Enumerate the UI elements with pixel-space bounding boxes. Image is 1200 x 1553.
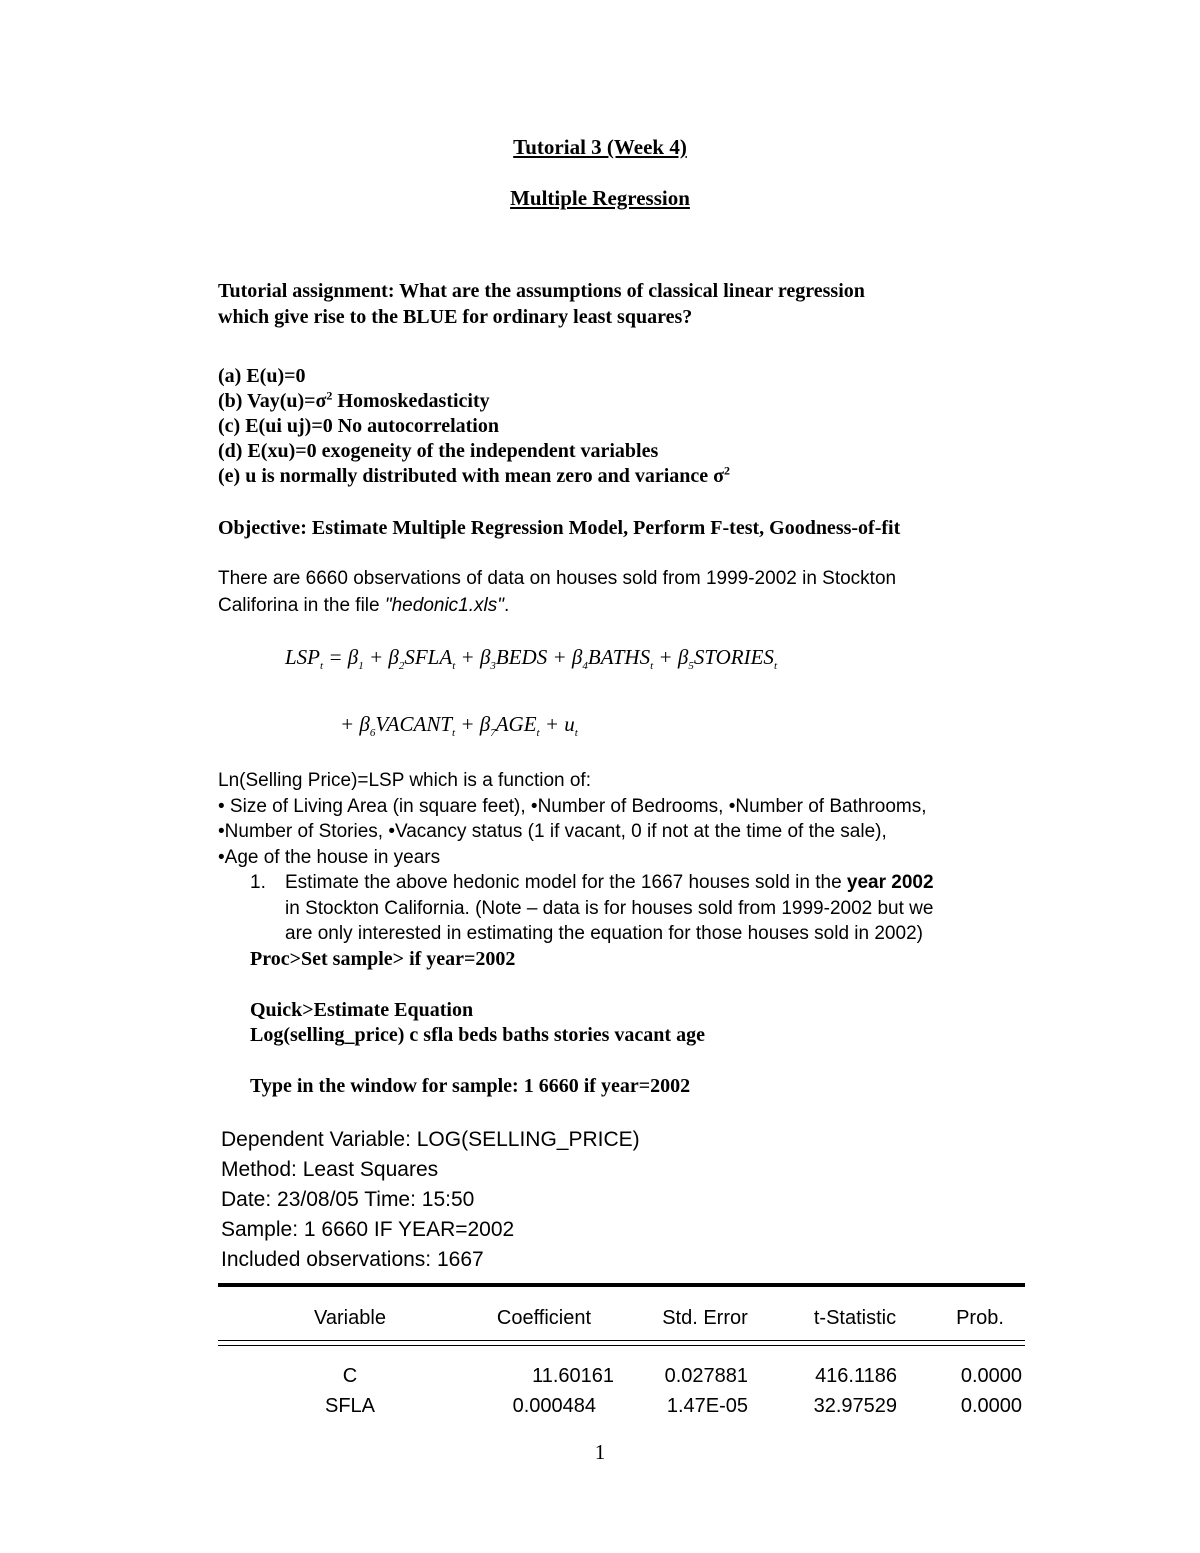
- eq-equals: =: [323, 645, 348, 669]
- explanation-line-4: •Age of the house in years: [218, 847, 441, 868]
- table-cell: 0.000484: [512, 1395, 596, 1417]
- eq-plus-7: +: [539, 712, 565, 736]
- table-cell: C: [342, 1365, 358, 1387]
- page-subtitle: Multiple Regression: [510, 186, 690, 210]
- eq-beta-6: β: [359, 712, 370, 736]
- eq-plus-6: +: [455, 712, 480, 736]
- table-cell: 416.1186: [815, 1365, 897, 1387]
- assumption-b: [218, 390, 490, 413]
- objective: Objective: Estimate Multiple Regression Model, Perform F-test, Goodness-of-fit: [218, 517, 901, 539]
- eq-vacant-subscript: t: [452, 727, 456, 740]
- task-number: 1.: [250, 872, 266, 893]
- eq-age-subscript: t: [536, 727, 540, 740]
- table-header-rule-1: [218, 1340, 1025, 1341]
- assumption-b-text: (b) Vay(u)=σ: [218, 390, 327, 412]
- data-description-line-1: There are 6660 observations of data on houses sold from 1999-2002 in Stockton: [218, 568, 897, 589]
- assumption-b-exponent: 2: [326, 388, 333, 403]
- table-cell: SFLA: [324, 1395, 376, 1417]
- eq-lhs: LSP: [285, 645, 321, 669]
- assignment-line-2: which give rise to the BLUE for ordinary least squares?: [218, 306, 693, 328]
- task-line-2: in Stockton California. (Note – data is for houses sold from 1999-2002 but we: [285, 898, 934, 919]
- eq-beta-5: β: [677, 645, 689, 669]
- quick-instruction: Quick>Estimate Equation: [250, 999, 474, 1021]
- table-header-rule-2: [218, 1345, 1025, 1346]
- table-cell: 1.47E-05: [666, 1395, 748, 1417]
- eq-plus-4: +: [653, 645, 678, 669]
- column-header: t-Statistic: [813, 1307, 897, 1329]
- method: Method: Least Squares: [221, 1158, 439, 1181]
- eq-beta-4: β: [571, 645, 583, 669]
- data-file-name: "hedonic1.xls": [384, 595, 504, 616]
- sample-instruction: Type in the window for sample: 1 6660 if year=2002: [250, 1075, 691, 1097]
- data-description-suffix: .: [504, 595, 510, 616]
- data-description-prefix: Califorina in the file: [218, 595, 385, 616]
- equation-line-2: [340, 712, 578, 739]
- assignment-line-1: Tutorial assignment: What are the assumptions of classical linear regression: [218, 280, 865, 302]
- eq-beta-1: β: [347, 645, 359, 669]
- eq-plus-3: +: [547, 645, 572, 669]
- eq-beta-5-index: 5: [688, 660, 694, 673]
- eq-beta-7-index: 7: [490, 727, 496, 740]
- date-time: Date: 23/08/05 Time: 15:50: [221, 1188, 475, 1211]
- table-cell: 0.0000: [960, 1365, 1022, 1387]
- column-header: Coefficient: [496, 1307, 592, 1329]
- table-cell: 0.0000: [960, 1395, 1022, 1417]
- explanation-line-2: • Size of Living Area (in square feet), •Number of Bedrooms, •Number of Bathrooms,: [218, 796, 927, 817]
- eq-beta-2: β: [388, 645, 399, 669]
- explanation-line-1: Ln(Selling Price)=LSP which is a function of:: [218, 770, 591, 791]
- table-cell: 32.97529: [813, 1395, 897, 1417]
- eq-plus-2: +: [455, 645, 480, 669]
- eq-beta-3-index: 3: [490, 660, 496, 673]
- eq-plus-1: +: [363, 645, 389, 669]
- task-line-1: [285, 872, 934, 894]
- column-header: Std. Error: [662, 1307, 748, 1329]
- data-description-line-2: [218, 595, 509, 617]
- log-command: Log(selling_price) c sfla beds baths stories vacant age: [250, 1024, 705, 1046]
- task-line-1-year: year 2002: [846, 872, 934, 893]
- assumption-e: [218, 465, 730, 488]
- proc-instruction: Proc>Set sample> if year=2002: [250, 948, 516, 970]
- assumption-a: (a) E(u)=0: [218, 365, 306, 387]
- table-top-rule: [218, 1283, 1025, 1287]
- eq-beta-4-index: 4: [582, 660, 588, 673]
- page-title: Tutorial 3 (Week 4): [513, 135, 687, 159]
- eq-age: AGE: [495, 712, 537, 736]
- table-cell: 11.60161: [532, 1365, 614, 1387]
- eq-baths-subscript: t: [650, 660, 654, 673]
- equation-line-1: [285, 645, 777, 672]
- eq-sfla-subscript: t: [452, 660, 456, 673]
- eq-beta-2-index: 2: [398, 660, 405, 673]
- page-number: 1: [594, 1440, 606, 1464]
- eq-stories: STORIES: [693, 645, 774, 669]
- included-observations: Included observations: 1667: [221, 1248, 484, 1271]
- eq-beds: BEDS: [495, 645, 548, 669]
- explanation-line-3: •Number of Stories, •Vacancy status (1 if vacant, 0 if not at the time of the sale),: [218, 821, 887, 842]
- eq-beta-7: β: [479, 712, 491, 736]
- sample-range: Sample: 1 6660 IF YEAR=2002: [221, 1218, 515, 1241]
- task-line-3: are only interested in estimating the equation for those houses sold in 2002): [285, 923, 923, 944]
- assumption-d: (d) E(xu)=0 exogeneity of the independent variables: [218, 440, 659, 462]
- column-header: Variable: [314, 1307, 386, 1329]
- table-cell: 0.027881: [664, 1365, 748, 1387]
- eq-sfla: SFLA: [404, 645, 453, 669]
- eq-beta-3: β: [479, 645, 491, 669]
- dependent-variable: Dependent Variable: LOG(SELLING_PRICE): [221, 1128, 640, 1151]
- eq-error-subscript: t: [574, 727, 578, 740]
- column-header: Prob.: [956, 1307, 1004, 1329]
- assumption-b-label: Homoskedasticity: [332, 390, 490, 412]
- eq-lhs-subscript: t: [320, 660, 324, 673]
- eq-stories-subscript: t: [773, 660, 777, 673]
- eq-plus-5: +: [340, 712, 360, 736]
- assumption-e-text: (e) u is normally distributed with mean zero and variance σ: [218, 465, 725, 487]
- assumption-e-exponent: 2: [724, 463, 731, 478]
- eq-baths: BATHS: [587, 645, 651, 669]
- eq-beta-1-index: 1: [358, 660, 364, 673]
- eq-error: u: [564, 712, 575, 736]
- eq-beta-6-index: 6: [369, 727, 376, 740]
- eq-vacant: VACANT: [375, 712, 453, 736]
- assumption-c: (c) E(ui uj)=0 No autocorrelation: [218, 415, 499, 437]
- task-line-1-text: Estimate the above hedonic model for the 1667 houses sold in the: [285, 872, 847, 893]
